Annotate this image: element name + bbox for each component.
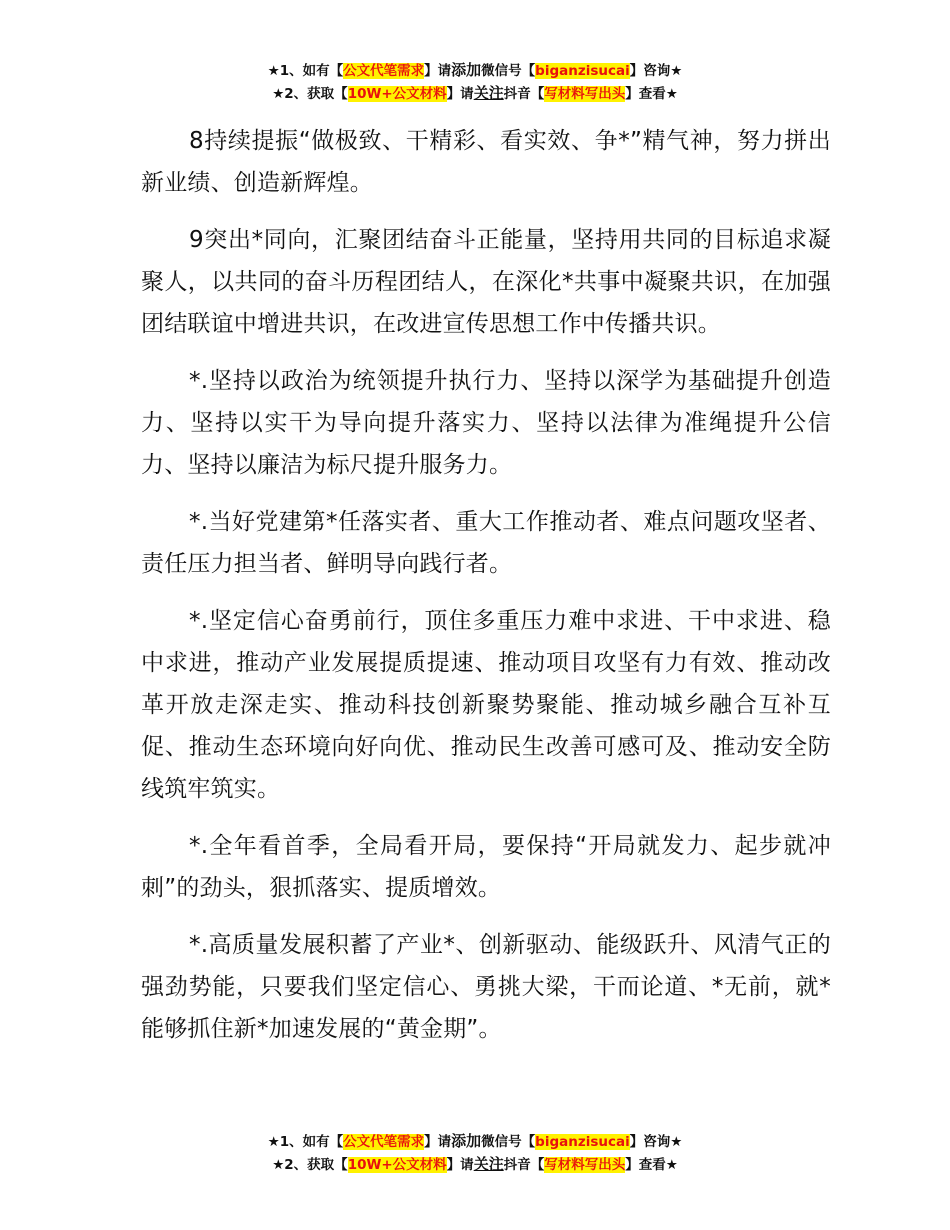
promo-text: 微信号【 <box>481 1134 536 1150</box>
promo-highlight-wechat-id: biganzisucai <box>535 63 630 79</box>
promo-highlight-materials: 10W+公文材料 <box>347 86 447 102</box>
promo-text: ★1、如有【 <box>267 63 344 79</box>
promo-text: ★2、获取【 <box>272 86 348 102</box>
paragraph: *.坚定信心奋勇前行，顶住多重压力难中求进、干中求进、稳中求进，推动产业发展提质提速、推动项目攻坚有力有效、推动改革开放走深走实、推动科技创新聚势聚能、推动城乡融合互补互促、推动生态环境向好向优、推动民生改善可感可及、推动安全防线筑牢筑实。 <box>141 608 831 802</box>
promo-text: 】请 <box>424 63 452 79</box>
footer-promo <box>0 1130 950 1176</box>
paragraph: *.坚持以政治为统领提升执行力、坚持以深学为基础提升创造力、坚持以实干为导向提升落实力、坚持以法律为准绳提升公信力、坚持以廉洁为标尺提升服务力。 <box>141 368 831 478</box>
promo-highlight-douyin: 写材料写出头 <box>544 1157 626 1173</box>
promo-text: 】咨询★ <box>629 1134 683 1150</box>
promo-text: 】咨询★ <box>629 63 683 79</box>
promo-text: 抖音【 <box>503 1157 545 1173</box>
promo-text: 微信号【 <box>481 63 536 79</box>
promo-highlight-service: 公文代笔需求 <box>343 63 425 79</box>
header-promo <box>0 59 950 105</box>
paragraph: 8持续提振“做极致、干精彩、看实效、争*”精气神，努力拼出新业绩、创造新辉煌。 <box>141 128 831 196</box>
promo-highlight-materials: 10W+公文材料 <box>347 1157 447 1173</box>
promo-text: 】请 <box>446 86 474 102</box>
promo-emphasis: 关注 <box>473 84 504 102</box>
paragraph: 9突出*同向，汇聚团结奋斗正能量，坚持用共同的目标追求凝聚人，以共同的奋斗历程团结人，在深化*共事中凝聚共识，在加强团结联谊中增进共识，在改进宣传思想工作中传播共识。 <box>141 227 831 337</box>
promo-text: 】请 <box>424 1134 452 1150</box>
promo-text: ★1、如有【 <box>267 1134 344 1150</box>
promo-emphasis: 添加 <box>451 61 482 79</box>
document-body <box>141 120 831 1065</box>
promo-text: 】查看★ <box>625 1157 678 1173</box>
promo-text: 】查看★ <box>625 86 678 102</box>
promo-emphasis: 关注 <box>473 1155 504 1173</box>
paragraph: *.当好党建第*任落实者、重大工作推动者、难点问题攻坚者、责任压力担当者、鲜明导向践行者。 <box>141 509 831 577</box>
promo-highlight-service: 公文代笔需求 <box>343 1134 425 1150</box>
paragraph: *.全年看首季，全局看开局，要保持“开局就发力、起步就冲刺”的劲头，狠抓落实、提质增效。 <box>141 833 831 901</box>
promo-text: 】请 <box>446 1157 474 1173</box>
promo-highlight-douyin: 写材料写出头 <box>544 86 626 102</box>
promo-text: 抖音【 <box>503 86 545 102</box>
promo-line-1 <box>0 1130 950 1153</box>
paragraph: *.高质量发展积蓄了产业*、创新驱动、能级跃升、风清气正的强劲势能，只要我们坚定信心、勇挑大梁，干而论道、*无前，就*能够抓住新*加速发展的“黄金期”。 <box>141 932 831 1042</box>
promo-text: ★2、获取【 <box>272 1157 348 1173</box>
promo-line-2 <box>0 82 950 105</box>
promo-highlight-wechat-id: biganzisucai <box>535 1134 630 1150</box>
promo-emphasis: 添加 <box>451 1132 482 1150</box>
promo-line-2 <box>0 1153 950 1176</box>
promo-line-1 <box>0 59 950 82</box>
